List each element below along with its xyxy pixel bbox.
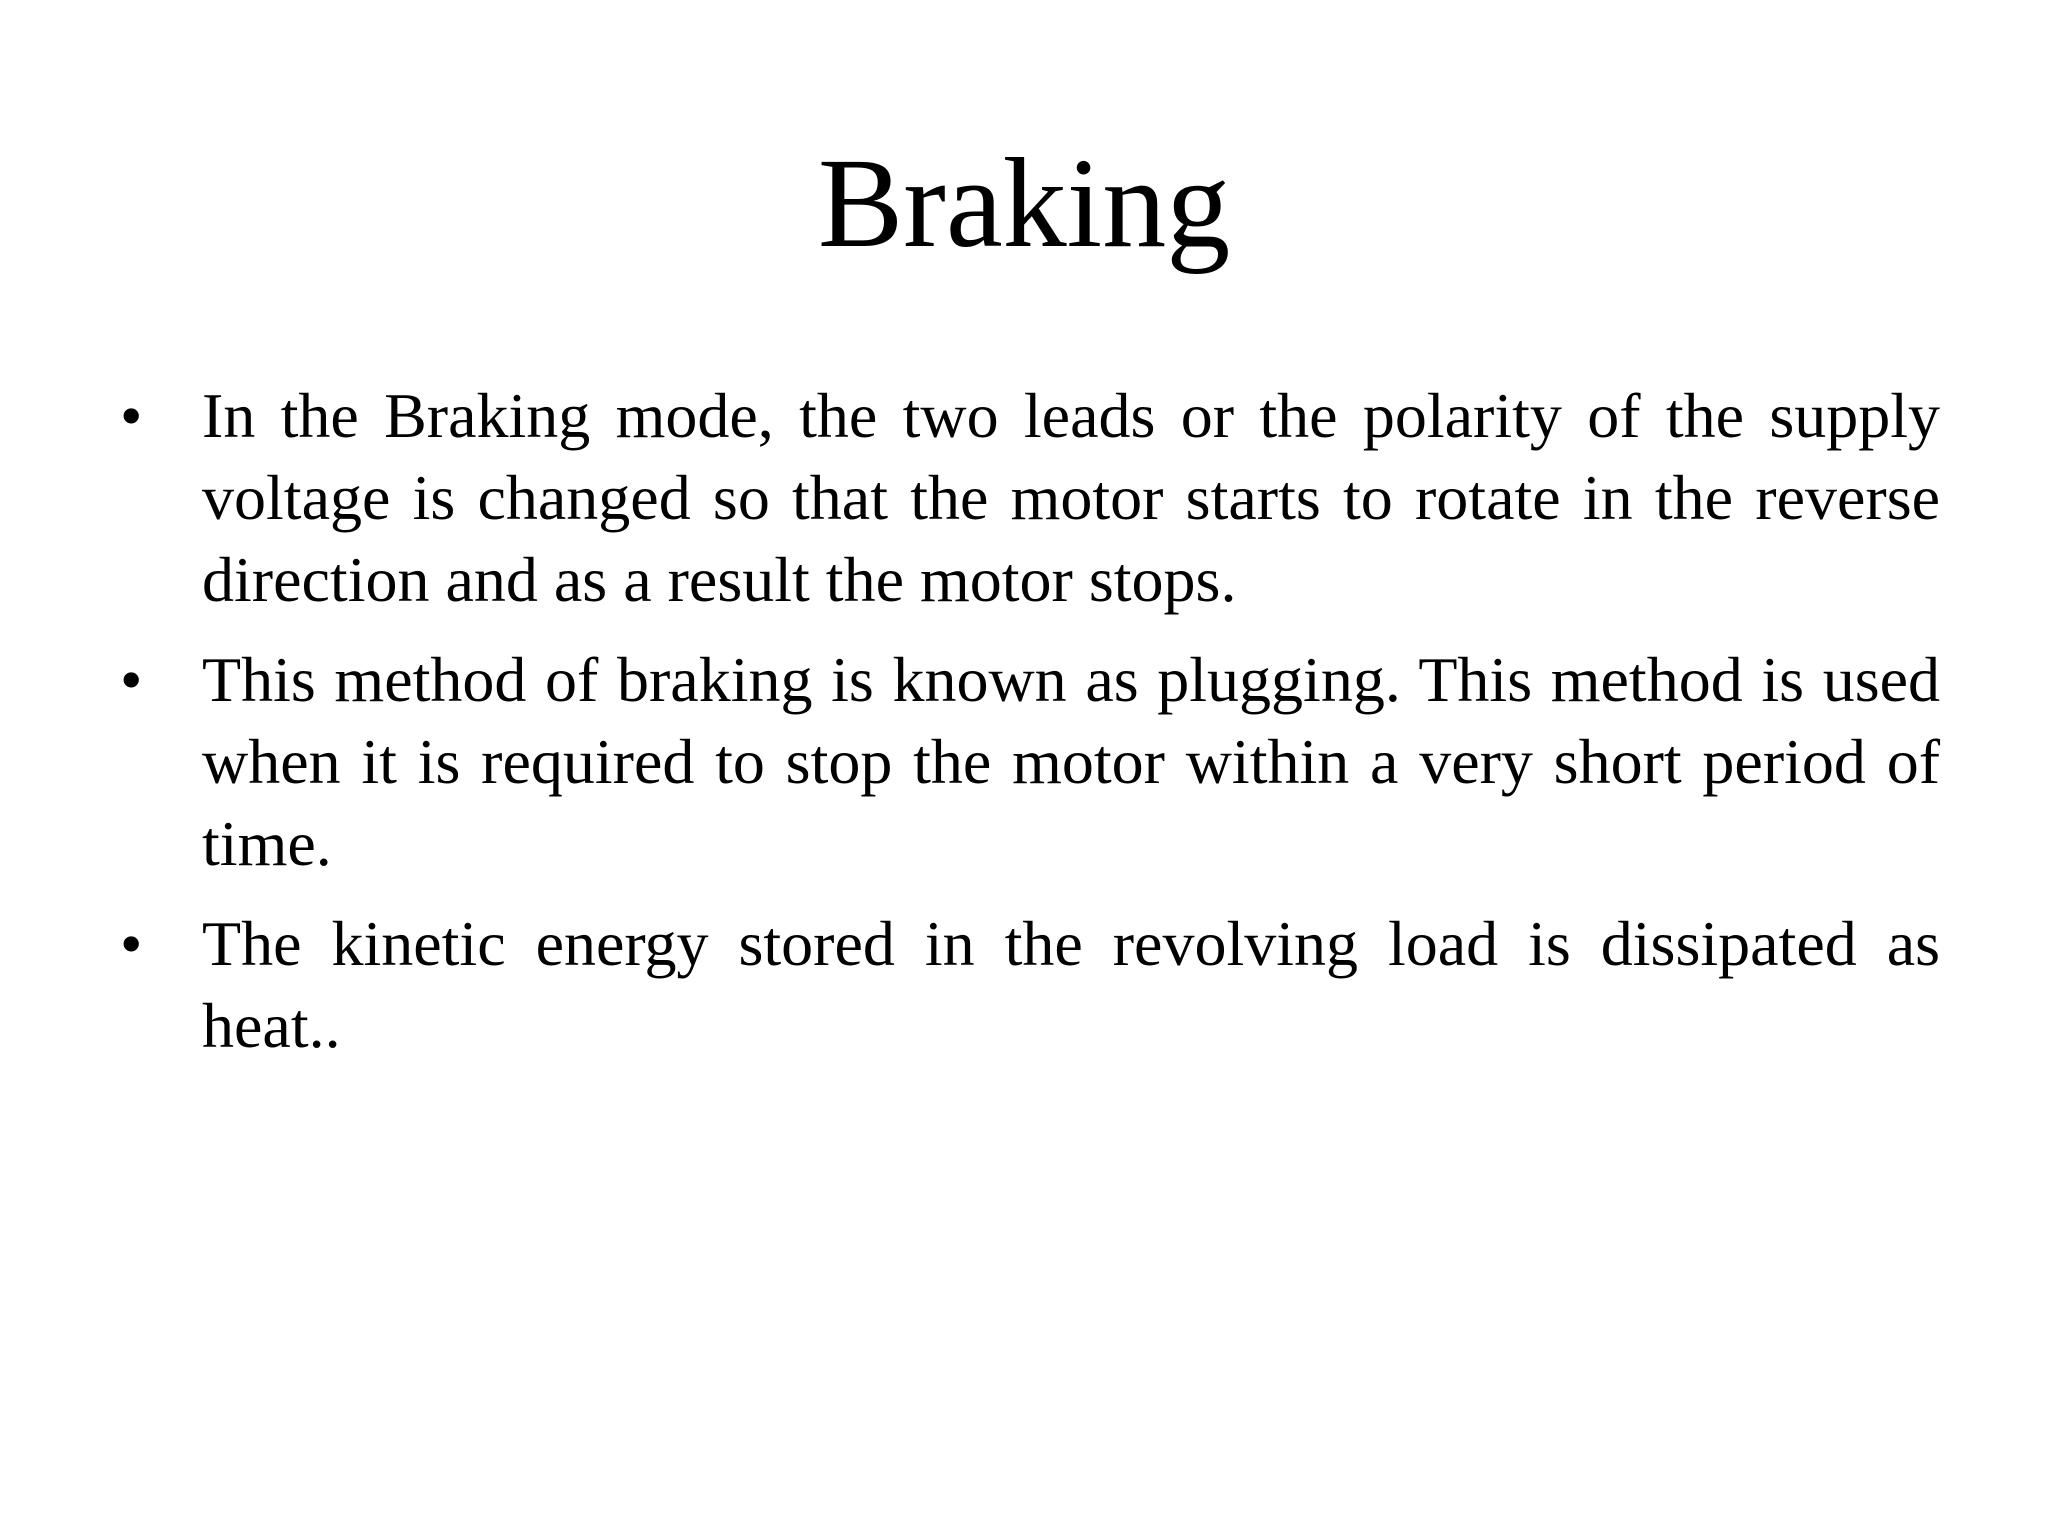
bullet-list	[120, 375, 1940, 1085]
slide-title: Braking	[817, 132, 1231, 274]
bullet-item	[120, 903, 1940, 1067]
bullet-text: In the Braking mode, the two leads or the polarity of the supply voltage is changed so that the motor starts to rotate in the reverse direction and as a result the motor stops.	[202, 380, 1940, 615]
bullet-icon: •	[120, 908, 143, 979]
bullet-icon: •	[120, 644, 143, 715]
bullet-text: This method of braking is known as plugging. This method is used when it is required to stop the motor within a very short period of time.	[202, 644, 1940, 879]
bullet-text: The kinetic energy stored in the revolving load is dissipated as heat..	[202, 908, 1940, 1061]
bullet-icon: •	[120, 380, 143, 451]
bullet-item	[120, 639, 1940, 885]
bullet-item	[120, 375, 1940, 621]
